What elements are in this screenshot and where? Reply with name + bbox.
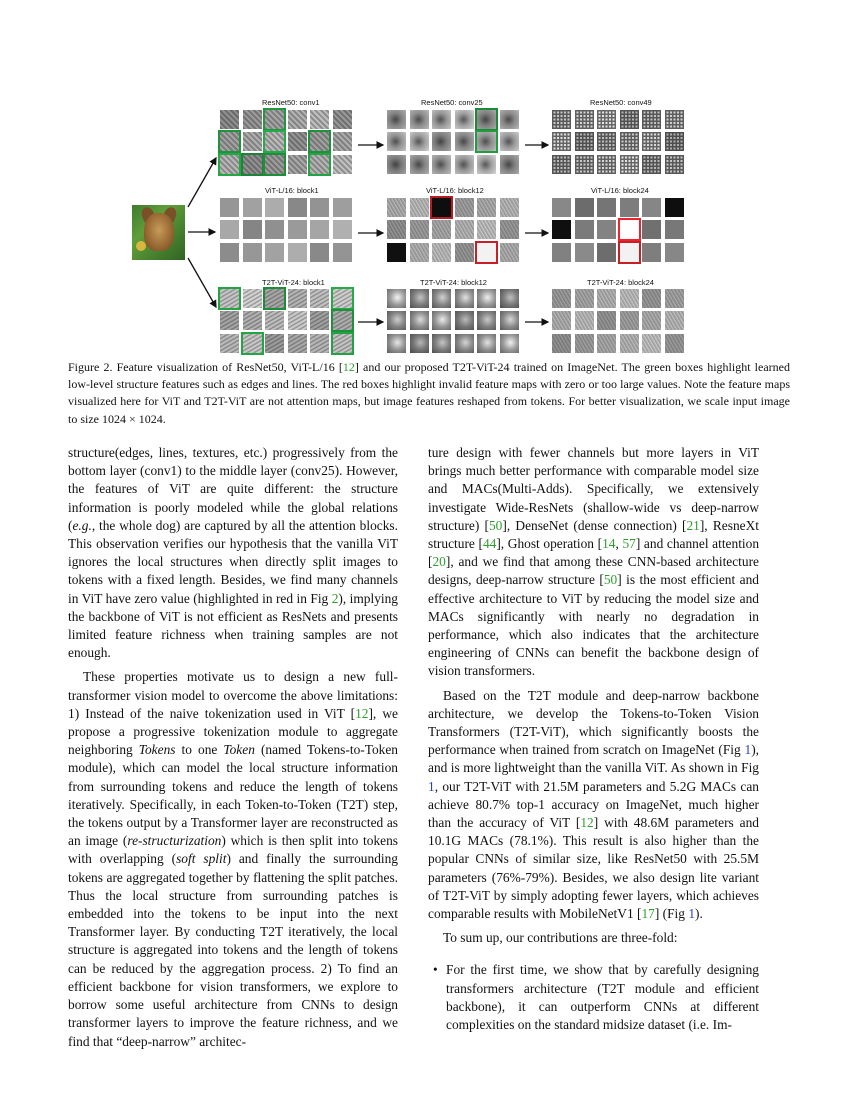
ref-50[interactable]: 50 bbox=[488, 517, 503, 533]
arrow-input-to-resnet bbox=[188, 158, 216, 207]
label-vit-block24: ViT-L/16: block24 bbox=[591, 186, 649, 195]
label-vit-block12: ViT-L/16: block12 bbox=[426, 186, 484, 195]
ref-21[interactable]: 21 bbox=[686, 517, 700, 533]
figure-2 bbox=[0, 0, 850, 360]
ref-50-b[interactable]: 50 bbox=[603, 572, 618, 588]
caption-ref[interactable]: 12 bbox=[342, 360, 355, 374]
label-t2t-block24: T2T-ViT-24: block24 bbox=[587, 278, 654, 287]
label-t2t-block1: T2T-ViT-24: block1 bbox=[262, 278, 325, 287]
right-paragraph-2: Based on the T2T module and deep-narrow backbone architecture, we develop the Tokens-to-Token Vision Transformers (T2T-ViT), which significantly boosts the performance when trained from scratch on ImageNet (Fig 1), and is more lightweight than the vanilla ViT. As shown in Fig 1, our T2T-ViT with 21.5M parameters and 5.2G MACs can achieve 80.7% top-1 accuracy on ImageNet, much higher than the accuracy of ViT [12] with 48.6M parameters and 10.1G MACs (78.1%). This result is also higher than the popular CNNs of similar size, like ResNet50 with 25.5M parameters (76%-79%). Besides, we also design lite variant of T2T-ViT by simply adopting fewer layers, which achieves comparable results with MobileNetV1 [17] (Fig 1). bbox=[428, 687, 759, 922]
label-resnet-conv25: ResNet50: conv25 bbox=[421, 98, 483, 107]
ref-17[interactable]: 17 bbox=[641, 906, 655, 922]
ref-fig-1-b[interactable]: 1 bbox=[428, 778, 435, 794]
left-paragraph-1: structure(edges, lines, textures, etc.) progressively from the bottom layer (conv1) to the middle layer (conv25). However, the features of ViT are quite different: the structure information is poorly modeled while the global relations (e.g., the whole dog) are captured by all the attention blocks. This observation verifies our hypothesis that the vanilla ViT ignores the local structures when directly split images to tokens with a fixed length. Besides, we find many channels in ViT have zero value (highlighted in red in Fig 2), implying the backbone of ViT is not efficient as ResNets and presents limited feature richness when training samples are not enough. bbox=[68, 445, 398, 661]
left-paragraph-2: These properties motivate us to design a new full-transformer vision model to overcome the above limitations: 1) Instead of the naive tokenization used in ViT [12], we propose a progressive tokenization module to aggregate neighboring Tokens to one Token (named Tokens-to-Token module), which can model the local structure information from surrounding tokens and reduce the length of tokens iteratively. Specifically, in each Token-to-Token (T2T) step, the tokens output by a Transformer layer are reconstructed as an image (re-structurization) which is then split into tokens with overlapping (soft split) and finally the surrounding tokens are aggregated together by flattening the split patches. Thus the local structure from surrounding patches is embedded into the tokens to be input into the next Transformer layer. By conducting T2T iteratively, the local structure is aggregated into tokens and the length of tokens can be reduced by the aggregation process. 2) To find an efficient backbone for vision transformers, we explore to borrow some useful architecture from CNNs to design transformer layers to improve the feature richness, and we find that “deep-narrow” architec- bbox=[68, 669, 399, 1049]
right-column bbox=[428, 444, 759, 1034]
ref-12-b[interactable]: 12 bbox=[580, 815, 594, 831]
ref-20[interactable]: 20 bbox=[432, 554, 446, 570]
list-item: • For the first time, we show that by carefully designing transformers architecture (T2T module and efficient backbone), it can outperform CNNs at different complexities on the standard midsize dataset (i.e. Im- bbox=[446, 961, 759, 1034]
caption-text-1: Figure 2. Feature visualization of ResNet50, ViT-L/16 [ bbox=[68, 360, 343, 374]
left-column bbox=[68, 444, 398, 1051]
label-vit-block1: ViT-L/16: block1 bbox=[265, 186, 319, 195]
label-resnet-conv1: ResNet50: conv1 bbox=[262, 98, 320, 107]
ref-fig-1-a[interactable]: 1 bbox=[744, 742, 752, 758]
ref-44[interactable]: 44 bbox=[482, 536, 497, 552]
ref-fig-2[interactable]: 2 bbox=[331, 590, 339, 606]
arrows bbox=[0, 0, 850, 360]
right-paragraph-1: ture design with fewer channels but more layers in ViT brings much better performance with comparable model size and MACs(Multi-Adds). Specifically, we extensively investigate Wide-ResNets (shallow-wide vs deep-narrow structure) [50], DenseNet (dense connection) [21], ResneXt structure [44], Ghost operation [14, 57] and channel attention [20], and we find that among these CNN-based architecture designs, deep-narrow structure [50] is the most efficient and effective architecture to ViT by reducing the model size and MACs significantly with nearly no degradation in performance, which also indicates that the architecture engineering of CNNs can benefit the backbone design of vision transformers. bbox=[428, 445, 760, 679]
label-t2t-block12: T2T-ViT-24: block12 bbox=[420, 278, 487, 287]
figure-caption bbox=[68, 359, 790, 428]
arrow-input-to-t2t bbox=[188, 258, 216, 307]
label-resnet-conv49: ResNet50: conv49 bbox=[590, 98, 652, 107]
contributions-list bbox=[428, 961, 759, 1034]
ref-57[interactable]: 57 bbox=[622, 536, 636, 552]
ref-14[interactable]: 14 bbox=[602, 536, 616, 552]
ref-fig-1-c[interactable]: 1 bbox=[688, 906, 696, 922]
caption-text-2: ] and our proposed T2T-ViT-24 trained on ImageNet. The green boxes highlight learned low-level structure features such as edges and lines. The red boxes highlight invalid feature maps with zero or too large values. Note the feature maps visualized here for ViT and T2T-ViT are not attention maps, but image features reshaped from tokens. For better visualization, we scale input image to size 1024 × 1024. bbox=[68, 360, 790, 426]
right-paragraph-3: To sum up, our contributions are three-fold: bbox=[443, 930, 678, 946]
ref-12[interactable]: 12 bbox=[355, 705, 369, 721]
